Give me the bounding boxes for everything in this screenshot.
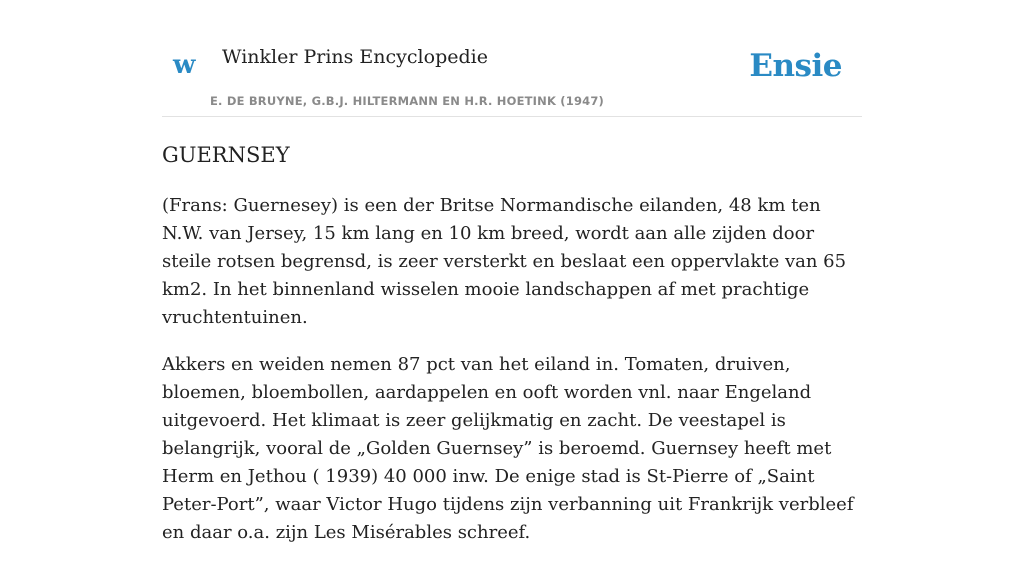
source-work-title[interactable]: Winkler Prins Encyclopedie (222, 46, 488, 68)
entry-paragraph: Akkers en weiden nemen 87 pct van het eiland in. Tomaten, druiven, bloemen, bloembollen, aardappelen en ooft worden vnl. naar Engeland uitgevoerd. Het klimaat is zeer gelijkmatig en zacht. De veestapel is belangrijk, vooral de „Golden Guernsey” is beroemd. Guernsey heeft met Herm en Jethou ( 1939) 40 000 inw. De enige stad is St-Pierre of „Saint Peter-Port”, waar Victor Hugo tijdens zijn verbanning uit Frankrijk verbleef en daar o.a. zijn Les Misérables schreef. (162, 354, 854, 543)
entry-title: GUERNSEY (162, 143, 290, 167)
source-authors: E. DE BRUYNE, G.B.J. HILTERMANN EN H.R. HOETINK (1947) (210, 94, 605, 108)
winkler-prins-logo[interactable]: w (173, 50, 196, 80)
ensie-logo[interactable]: Ensie (749, 48, 842, 84)
entry-body (162, 192, 862, 566)
site-header (162, 0, 862, 117)
entry-paragraph: (Frans: Guernesey) is een der Britse Normandische eilanden, 48 km ten N.W. van Jersey, 15 km lang en 10 km breed, wordt aan alle zijden door steile rotsen begrensd, is zeer versterkt en beslaat een oppervlakte van 65 km2. In het binnenland wisselen mooie landschappen af met prachtige vruchtentuinen. (162, 195, 847, 328)
